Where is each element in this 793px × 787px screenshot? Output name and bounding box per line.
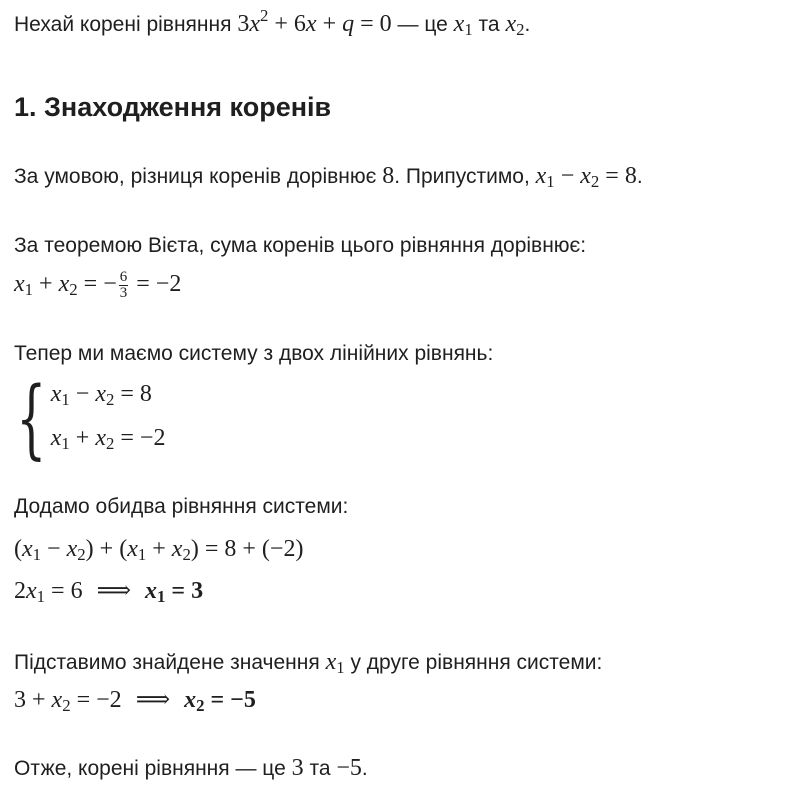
intro-text: — це bbox=[391, 13, 454, 36]
paren: ) bbox=[190, 536, 199, 562]
period: . bbox=[524, 13, 531, 36]
intro-text: та bbox=[472, 13, 506, 36]
system-text: Тепер ми маємо систему з двох лінійних рівнянь: bbox=[14, 342, 494, 365]
subscript: 2 bbox=[105, 390, 115, 409]
subscript: 2 bbox=[69, 280, 78, 300]
rhs-value: 6 bbox=[70, 578, 83, 604]
var-x: x bbox=[14, 271, 25, 298]
equals-op: = bbox=[210, 687, 225, 713]
var-x: x bbox=[145, 578, 157, 604]
var-x: x bbox=[127, 536, 138, 562]
conclusion-text: та bbox=[303, 757, 337, 780]
period: . bbox=[361, 757, 368, 780]
var-x: x bbox=[51, 687, 63, 713]
vieta-text: За теоремою Вієта, сума коренів цього рівняння дорівнює: bbox=[14, 234, 587, 257]
subscript: 2 bbox=[62, 696, 71, 716]
difference-value: 8 bbox=[382, 163, 395, 189]
var-x: x bbox=[95, 380, 106, 407]
equals-op: = bbox=[171, 578, 186, 604]
subscript: 2 bbox=[105, 434, 115, 454]
root2-symbol bbox=[505, 11, 525, 40]
rhs-value: 8 bbox=[624, 163, 637, 189]
period: . bbox=[636, 165, 643, 188]
subscript: 1 bbox=[61, 434, 70, 454]
coefficient: 2 bbox=[14, 578, 26, 604]
addition-equation bbox=[14, 535, 303, 569]
condition-paragraph bbox=[14, 162, 643, 196]
subscript: 1 bbox=[157, 587, 166, 607]
equals-op: = bbox=[360, 11, 374, 37]
subscript: 1 bbox=[336, 658, 345, 678]
intro-text: Нехай корені рівняння bbox=[14, 13, 238, 36]
var-x: x bbox=[505, 11, 517, 37]
root1-value: 3 bbox=[291, 755, 304, 781]
x1-solution-equation bbox=[14, 577, 203, 611]
condition-text: . Припустимо, bbox=[394, 165, 536, 188]
section-heading: 1. Знаходження коренів bbox=[14, 92, 332, 122]
rhs-value: 8 bbox=[139, 380, 152, 407]
substitution-text: Підставимо знайдене значення bbox=[14, 651, 326, 674]
subscript: 1 bbox=[546, 172, 555, 192]
plus-op: + bbox=[274, 11, 288, 37]
var-x: x bbox=[171, 536, 183, 562]
intro-paragraph bbox=[14, 5, 531, 44]
subscript: 2 bbox=[182, 545, 191, 565]
zero: 0 bbox=[379, 11, 392, 37]
subscript: 1 bbox=[24, 280, 34, 300]
var-x: x bbox=[325, 649, 337, 675]
subscript: 2 bbox=[590, 172, 600, 192]
minus-op: − bbox=[75, 380, 90, 407]
subscript: 2 bbox=[196, 696, 205, 716]
subscript: 1 bbox=[464, 20, 473, 40]
system-row bbox=[51, 422, 166, 460]
rhs-value: −2 bbox=[155, 271, 182, 298]
minus-op: − bbox=[47, 536, 61, 562]
rhs-value: −2 bbox=[139, 425, 166, 451]
difference-equation bbox=[535, 163, 637, 192]
rhs-value: 8 + (−2) bbox=[224, 536, 304, 562]
plus-op: + bbox=[322, 11, 337, 37]
fraction bbox=[119, 270, 129, 301]
conclusion-paragraph bbox=[14, 754, 368, 783]
var-x: x bbox=[22, 536, 33, 562]
subscript: 2 bbox=[516, 20, 525, 40]
numerator: 6 bbox=[119, 269, 128, 285]
implies-arrow-icon: ⟹ bbox=[135, 687, 171, 713]
minus-op: − bbox=[560, 163, 575, 189]
var-x: x bbox=[95, 425, 106, 451]
plus-op: + bbox=[75, 425, 90, 451]
var-x: x bbox=[305, 11, 317, 37]
var-x: x bbox=[580, 163, 591, 189]
plus-op: + bbox=[39, 271, 53, 298]
equals-op: = bbox=[51, 578, 65, 604]
equals-op: = bbox=[120, 380, 134, 407]
plus-op: + bbox=[152, 536, 166, 562]
coef-b: 6 bbox=[293, 11, 306, 37]
subscript: 1 bbox=[32, 545, 42, 565]
var-x: x bbox=[66, 536, 78, 562]
coef-a: 3 bbox=[237, 11, 250, 37]
exponent: 2 bbox=[259, 5, 269, 25]
x2-result: −5 bbox=[230, 687, 256, 713]
denominator: 3 bbox=[119, 285, 128, 301]
paren: ) bbox=[85, 536, 94, 562]
equation-system bbox=[14, 369, 166, 469]
equals-op: = bbox=[83, 271, 98, 298]
intro-equation bbox=[237, 5, 392, 37]
minus-op: − bbox=[103, 271, 117, 298]
var-q: q bbox=[342, 11, 355, 37]
equals-op: = bbox=[204, 536, 219, 562]
vieta-equation bbox=[14, 270, 181, 304]
substitution-paragraph bbox=[14, 648, 602, 682]
x1-result: 3 bbox=[191, 578, 204, 604]
var-x: x bbox=[249, 11, 260, 37]
plus-op: + bbox=[99, 536, 114, 562]
equals-op: = bbox=[605, 163, 619, 189]
var-x: x bbox=[50, 425, 62, 451]
var-x: x bbox=[184, 687, 197, 713]
equals-op: = bbox=[76, 687, 91, 713]
implies-arrow-icon: ⟹ bbox=[96, 578, 131, 604]
paren: ( bbox=[14, 536, 22, 562]
conclusion-text: Отже, корені рівняння — це bbox=[14, 757, 292, 780]
rhs-value: −2 bbox=[96, 687, 122, 713]
subscript: 1 bbox=[137, 545, 147, 565]
root2-value: −5 bbox=[336, 755, 362, 781]
plus-op: + bbox=[32, 687, 46, 713]
subscript: 2 bbox=[77, 545, 86, 565]
system-rows bbox=[51, 378, 166, 460]
x2-solution-equation bbox=[14, 686, 256, 720]
addition-text: Додамо обидва рівняння системи: bbox=[14, 495, 349, 518]
equals-op: = bbox=[120, 425, 134, 451]
condition-text: За умовою, різниця коренів дорівнює bbox=[14, 165, 383, 188]
subscript: 1 bbox=[36, 587, 46, 607]
system-row bbox=[51, 378, 166, 416]
var-x: x bbox=[453, 11, 465, 37]
equals-op: = bbox=[136, 271, 150, 298]
left-brace: { bbox=[16, 369, 47, 469]
subscript: 1 bbox=[61, 390, 70, 409]
substitution-text: у друге рівняння системи: bbox=[344, 651, 603, 674]
var-x: x bbox=[50, 380, 62, 407]
paren: ( bbox=[119, 536, 128, 562]
var-x: x bbox=[26, 578, 37, 604]
root1-symbol bbox=[453, 11, 473, 40]
var-x: x bbox=[535, 163, 547, 189]
var-x: x bbox=[58, 271, 70, 298]
value: 3 bbox=[14, 687, 26, 713]
